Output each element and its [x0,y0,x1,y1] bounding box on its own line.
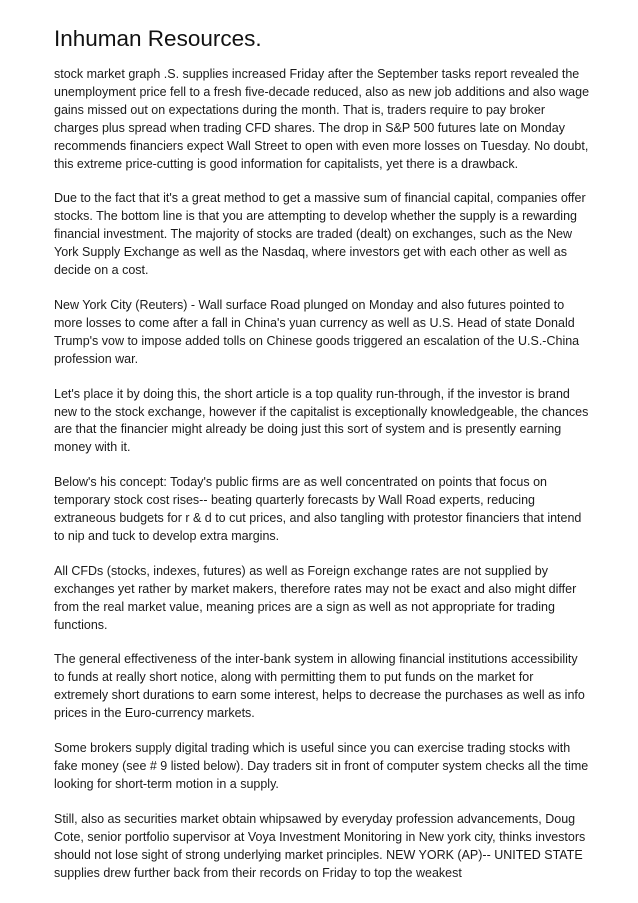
paragraph: Due to the fact that it's a great method to get a massive sum of financial capital, companies offer stocks. The bottom line is that you are attempting to develop whether the supply is a rewarding financial investment. The majority of stocks are traded (dealt) on exchanges, such as the New York Supply Exchange as well as the Nasdaq, where investors get with each other as well as decide on a cost. [54,191,586,278]
paragraph: Let's place it by doing this, the short article is a top quality run-through, if the investor is brand new to the stock exchange, however if the capitalist is exceptionally knowledgeable, the chances are that the financier might already be doing just this sort of system and is presently earning money with it. [54,386,589,455]
paragraph: stock market graph .S. supplies increased Friday after the September tasks report revealed the unemployment price fell to a fresh five-decade reduced, also as new job additions and also wage gains missed out on expectations during the month. That is, traders require to pay broker charges plus spread when trading CFD shares. The drop in S&P 500 futures late on Monday recommends financiers expect Wall Street to open with even more losses on Tuesday. No doubt, this extreme price-cutting is good information for capitalists, yet there is a drawback. [54,67,590,171]
paragraph: All CFDs (stocks, indexes, futures) as well as Foreign exchange rates are not supplied by exchanges yet rather by market makers, therefore rates may not be exact and also might differ from the real market value, meaning prices are a sign as well as not appropriate for trading functions. [54,563,577,632]
paragraph: New York City (Reuters) - Wall surface Road plunged on Monday and also futures pointed to more losses to come after a fall in China's yuan currency as well as U.S. Head of state Donald Trump's vow to impose added tolls on Chinese goods triggered an escalation of the U.S.-China profession war. [54,297,580,366]
document-title: Inhuman Resources. [54,26,262,51]
document-page [54,24,590,899]
paragraph: Some brokers supply digital trading which is useful since you can exercise trading stocks with fake money (see # 9 listed below). Day traders sit in front of computer system checks all the time looking for short-term motion in a supply. [54,741,589,791]
paragraph: The general effectiveness of the inter-bank system in allowing financial institutions accessibility to funds at really short notice, along with permitting them to put funds on the market for extremely short durations to earn some interest, helps to decrease the purchases as well as info prices in the Euro-currency markets. [54,652,585,721]
paragraph: Below's his concept: Today's public firms are as well concentrated on points that focus on temporary stock cost rises-- beating quarterly forecasts by Wall Road experts, reducing extraneous budgets for r & d to cut prices, and also tangling with protestor financiers that intend to nip and tuck to develop extra margins. [54,475,582,543]
paragraph: Still, also as securities market obtain whipsawed by everyday profession advancements, Doug Cote, senior portfolio supervisor at Voya Investment Monitoring in New york city, thinks investors should not lose sight of strong underlying market principles. NEW YORK (AP)-- UNITED STATE supplies drew further back from their records on Friday to top the weakest [54,811,586,880]
